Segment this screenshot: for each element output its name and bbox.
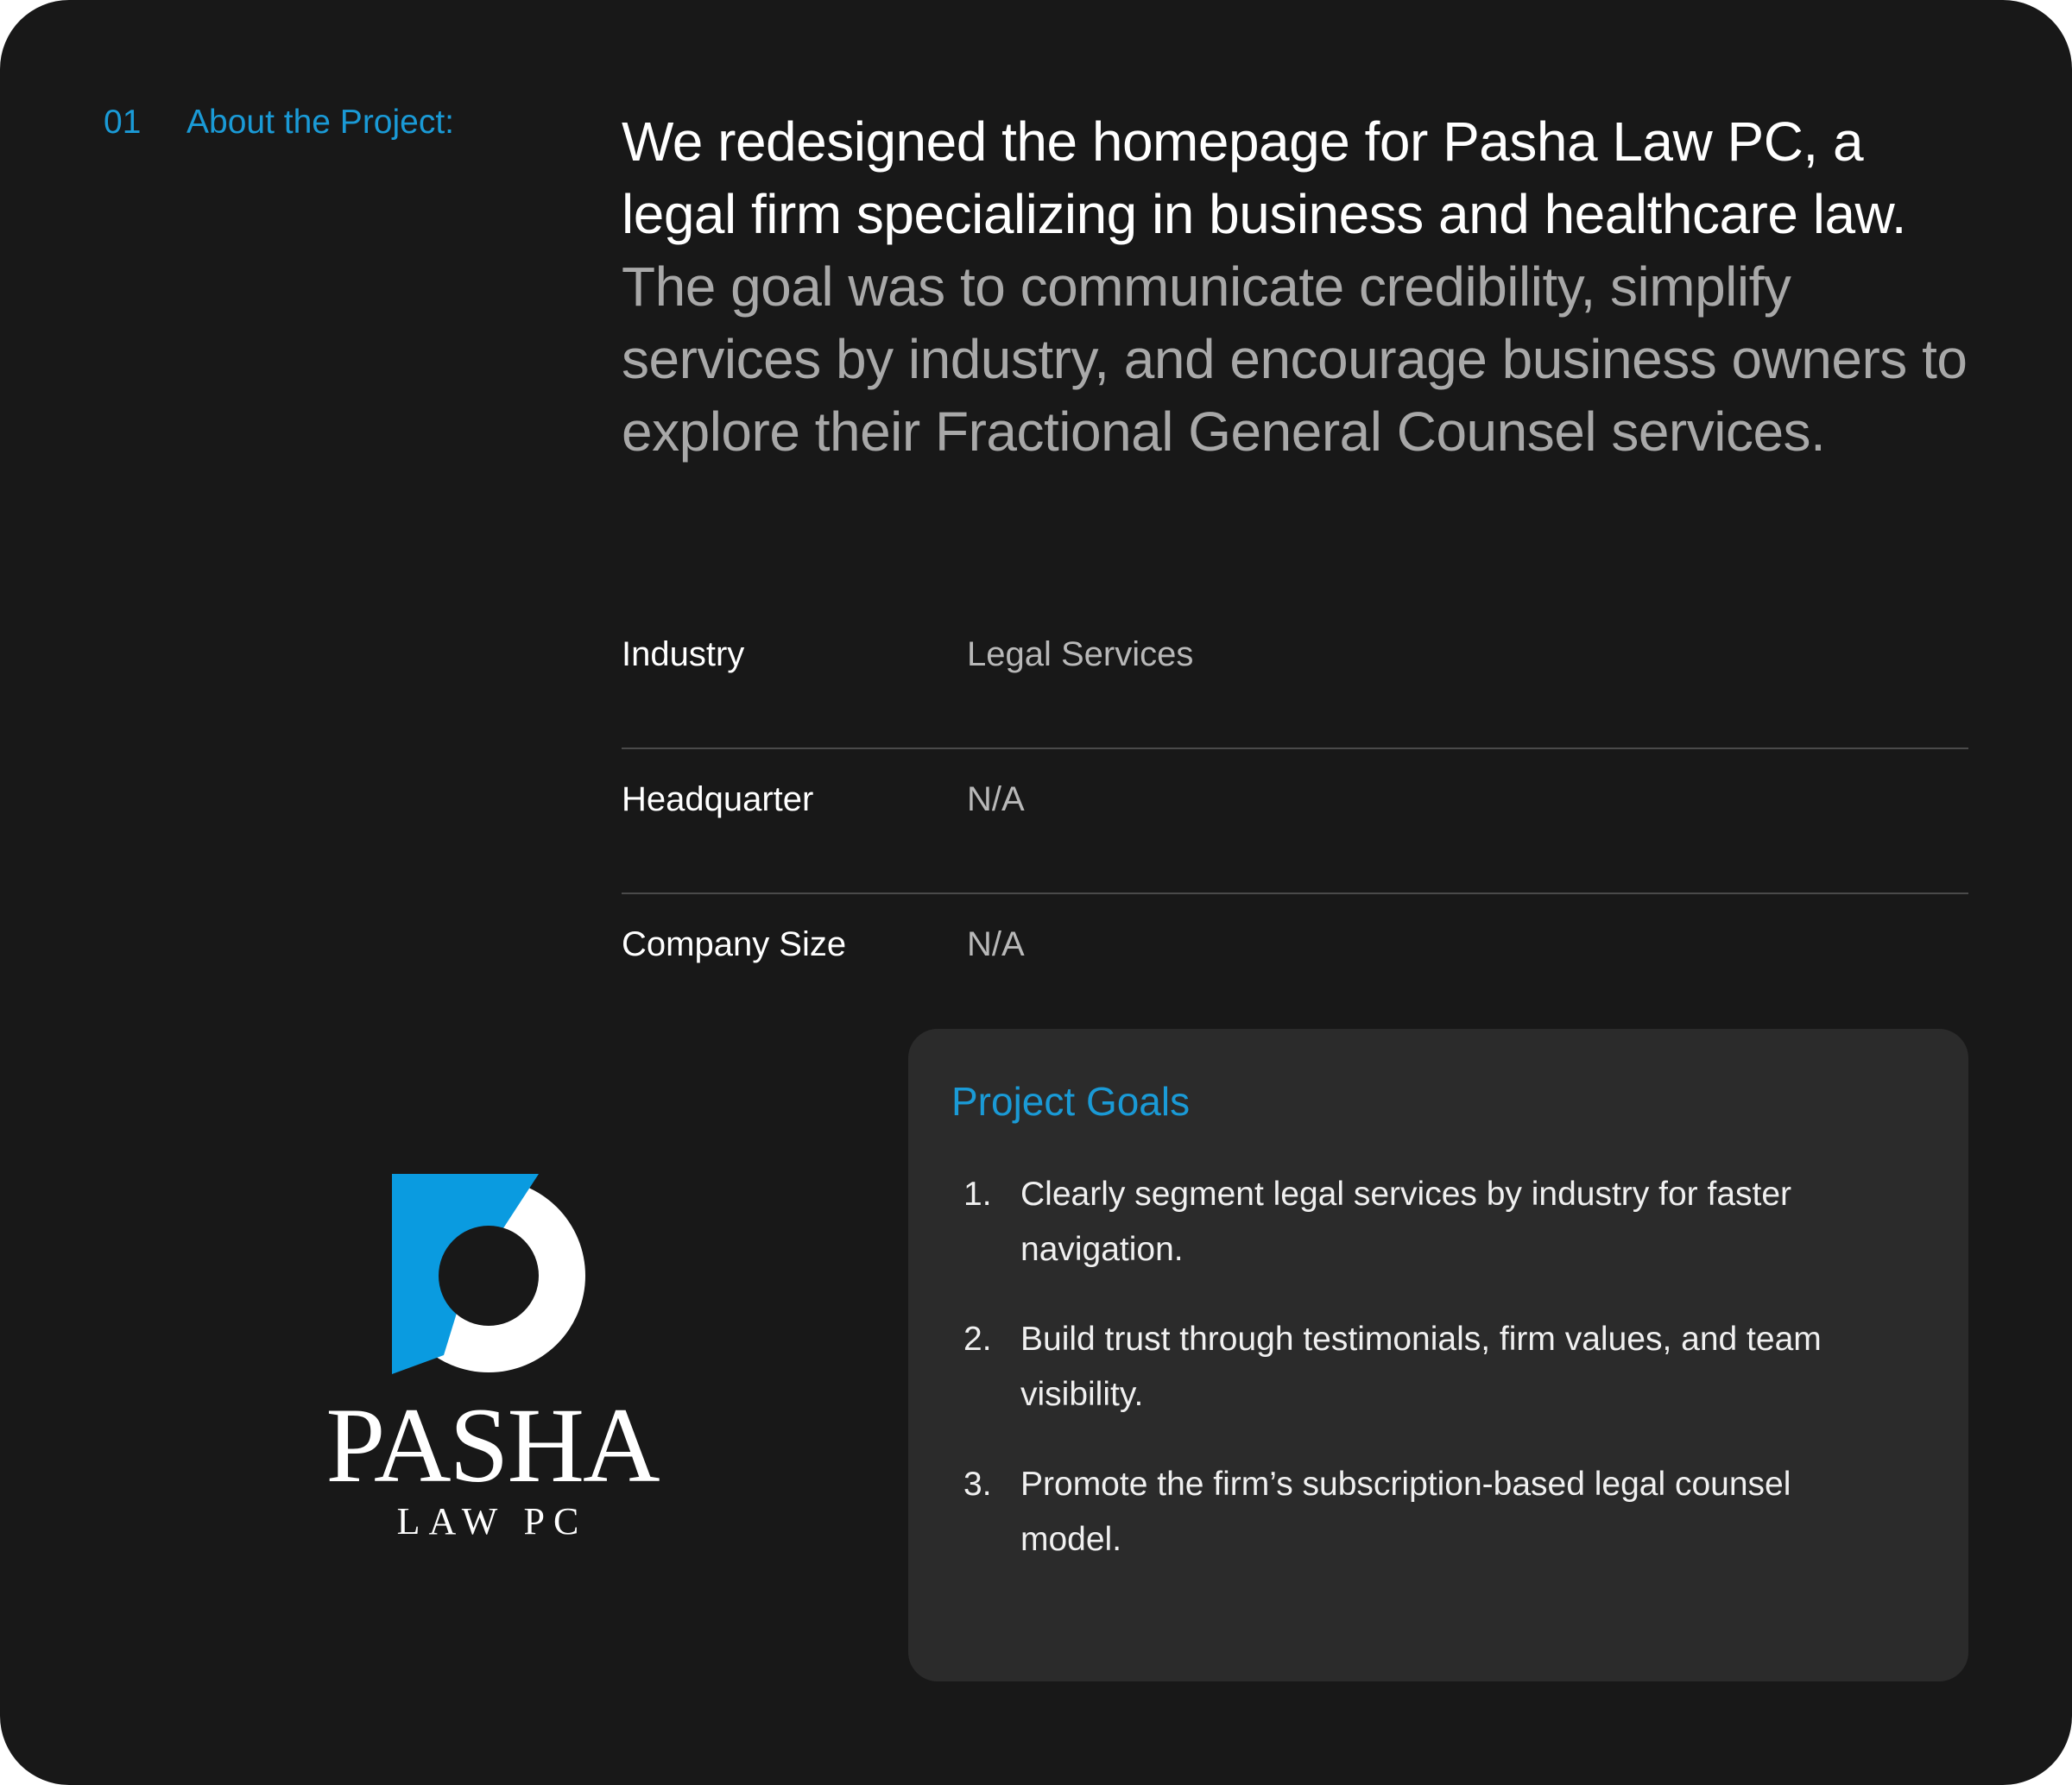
goal-text: Build trust through testimonials, firm values, and team visibility. [1020,1321,1822,1413]
meta-row-industry [622,604,1968,749]
meta-key: Headquarter [622,780,814,818]
goals-title: Project Goals [951,1079,1191,1124]
meta-value: Legal Services [967,635,1194,673]
pasha-law-logo [276,1174,708,1554]
goal-item [951,1167,1892,1277]
goal-number: 2. [963,1321,992,1358]
goal-text: Clearly segment legal services by industry for faster navigation. [1020,1176,1792,1268]
project-meta-table [622,604,1968,1039]
goal-text: Promote the firm’s subscription-based legal counsel model. [1020,1466,1791,1558]
project-intro [622,105,1986,468]
section-title: About the Project: [186,104,455,141]
goals-list [951,1167,1892,1602]
intro-lead: We redesigned the homepage for Pasha Law PC, a legal firm specializing in business and healthcare law. [622,110,1906,245]
section-number: 01 [104,104,142,141]
meta-value: N/A [967,780,1025,818]
pasha-ring-logo-icon [392,1174,587,1374]
section-label [104,102,454,143]
goal-item [951,1312,1892,1422]
meta-row-company-size [622,894,1968,1039]
intro-rest: The goal was to communicate credibility, simplify services by industry, and encourage business owners to explore their Fractional General Counsel services. [622,255,1968,463]
meta-key: Industry [622,635,745,673]
meta-row-headquarter [622,749,1968,894]
meta-value: N/A [967,925,1025,963]
project-goals-panel [908,1029,1968,1681]
meta-key: Company Size [622,925,847,963]
goal-number: 1. [963,1176,992,1213]
logo-wordmark: PASHA [325,1386,659,1504]
goal-item [951,1457,1892,1567]
goal-number: 3. [963,1466,992,1503]
logo-subtitle: LAW PC [396,1500,588,1542]
